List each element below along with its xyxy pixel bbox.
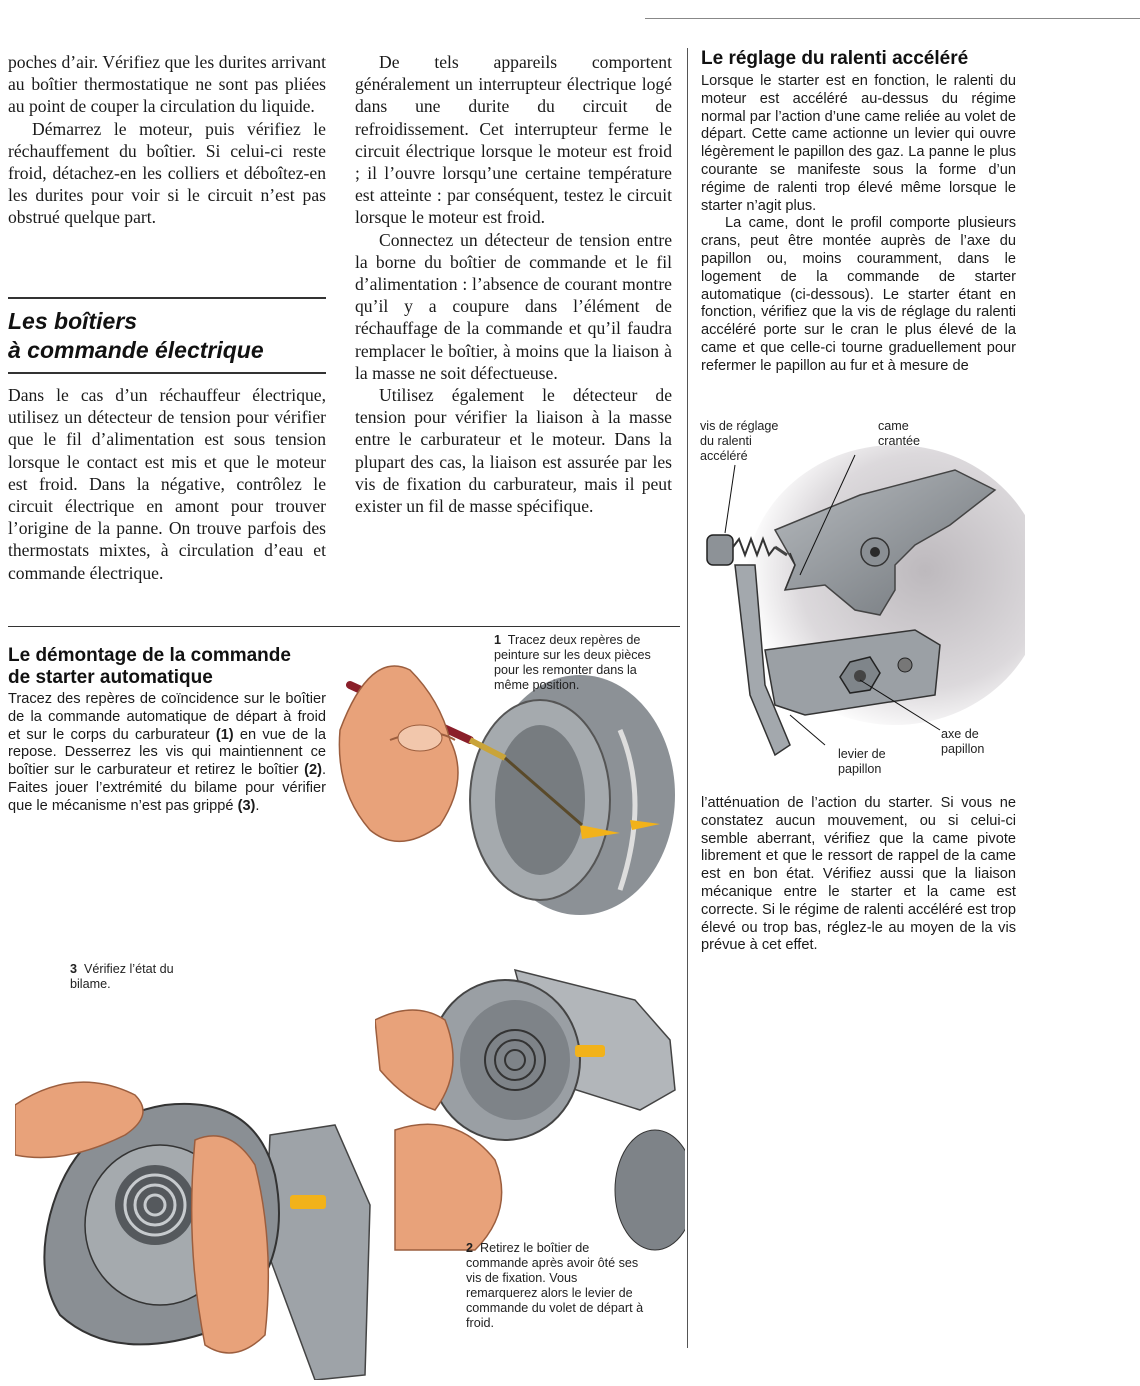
electric-heading-line1: Les boîtiers <box>8 308 138 334</box>
demontage-body: Tracez des repères de coïncidence sur le boîtier de la commande automatique de départ à froid et sur le corps du carburateur (1) en vue de la repose. Desserrez les vis qui maintiennent ce boîtier sur le carburateur et retirez le boîtier (2). Faites jouer l’extrémité du bilame pour vérifier que le mécanisme n’est pas grippé (3). <box>8 691 327 814</box>
section-rule-electric <box>8 297 326 299</box>
electric-body-text: Dans le cas d’un réchauffeur électrique, utilisez un détecteur de tension pour vérifier que le fil d’alimentation est sous tension lorsque le contact est mis et que le moteur est froid. Dans la négative, contrôlez le circuit électrique en amont pour trouver l’origine de la panne. On trouve parfois des thermostats mixtes, à circulation d’eau et commande électrique. <box>8 385 326 583</box>
column-divider <box>687 48 688 1348</box>
paint-mark-3 <box>575 1045 605 1057</box>
label-vis-reglage: vis de réglage du ralenti accéléré <box>700 419 779 463</box>
label-axe: axe de papillon <box>941 727 985 756</box>
demontage-heading-line1: Le démontage de la commande <box>8 645 291 666</box>
label-levier: levier de papillon <box>838 747 886 776</box>
ralenti-heading: Le réglage du ralenti accéléré <box>701 48 969 69</box>
bimetal-plate <box>265 1125 370 1380</box>
ralenti-para-a: Lorsque le starter est en fonction, le ralenti du moteur est accéléré au-dessus du régime normal par l’action d’une came reliée au volet de départ. Cette came actionne un levier qui ouvre légèrement le papillon des gaz. La panne le plus courante se manifeste sous la forme d’un régime de ralenti trop élevé même lorsque le starter n’agit plus. <box>701 73 1016 214</box>
ralenti-section <box>701 48 1016 376</box>
ralenti-para-c-box <box>701 795 1016 955</box>
column2-para-a: De tels appareils comportent généralement un interrupteur électrique logé dans une durite du circuit de refroidissement. Cet interrupteur ferme le circuit électrique lorsque le moteur est froid ; il l’ouvre lorsqu’une certaine température est atteinte : par conséquent, testez le circuit lorsque le moteur est froid. <box>355 52 672 228</box>
paint-mark-4 <box>290 1195 326 1209</box>
caption-2: 2 Retirez le boîtier de commande après avoir ôté ses vis de fixation. Vous remarquerez alors le levier de commande du volet de départ à froid. <box>466 1241 644 1330</box>
top-rule <box>645 18 1140 19</box>
column1-para-a: poches d’air. Vérifiez que les durites arrivant au boîtier thermostatique ne sont pas pliées au point de couper la circulation du liquide. <box>8 52 326 117</box>
column1-para-b: Démarrez le moteur, puis vérifiez le réchauffement du boîtier. Si celui-ci reste froid, détachez-en les colliers et déboîtez-en les durites pour voir si le circuit n’est pas obstrué quelque part. <box>8 118 326 228</box>
ralenti-para-b: La came, dont le profil comporte plusieurs crans, peut être montée auprès de l’axe du papillon ou, moins couramment, dans le logement de la commande de starter automatique (ci-dessous). Le starter étant en fonction, vérifiez que la vis de réglage du ralenti accéléré porte sur le cran le plus élevé de la came et que celle-ci tourne graduellement pour refermer le papillon au fur et à mesure de <box>701 215 1016 374</box>
electric-body <box>8 384 326 584</box>
illustration-bimetal <box>15 1045 465 1380</box>
electric-heading-line2: à commande électrique <box>8 337 264 363</box>
ralenti-para-c: l’atténuation de l’action du starter. Si vous ne constatez aucun mouvement, ou si celui-ci semble aberrant, vérifiez que la came pivote librement et que le ressort de rappel de la came est en bon état. Vérifiez aussi que la liaison mécanique entre le starter et la came est correcte. Si le régime de ralenti accéléré est trop élevé ou trop bas, réglez-le au moyen de la vis prévue à cet effet. <box>701 795 1016 954</box>
column2-para-b: Connectez un détecteur de tension entre la borne du boîtier de commande et le fil d’alimentation : l’absence de courant montre qu’il y a coupure dans l’élément de réchauffage de la commande et qu’il faudra remplacer le boîtier, à moins que la liaison à la masse ne soit défectueuse. <box>355 229 672 383</box>
demontage-heading-line2: de starter automatique <box>8 667 213 688</box>
demontage-heading <box>8 645 338 689</box>
column1-text <box>8 51 326 229</box>
hand-1 <box>339 666 458 841</box>
column2-para-c: Utilisez également le détecteur de tension pour vérifier la liaison à la masse entre le carburateur et le moteur. Dans la plupart des cas, la liaison est assurée par les vis de fixation du carburateur, mais il peut exister un fil de masse spécifique. <box>355 385 672 517</box>
section-rule-electric-bottom <box>8 372 326 374</box>
section-rule-demontage <box>8 626 680 627</box>
caption-3: 3 Vérifiez l’état du bilame. <box>70 962 174 991</box>
column2-text <box>355 51 672 517</box>
adjust-screw-head <box>707 535 733 565</box>
caption-1: 1 Tracez deux repères de peinture sur les deux pièces pour les remonter dans la même position. <box>494 633 651 692</box>
electric-heading <box>8 307 326 365</box>
label-came: came crantée <box>878 419 921 448</box>
